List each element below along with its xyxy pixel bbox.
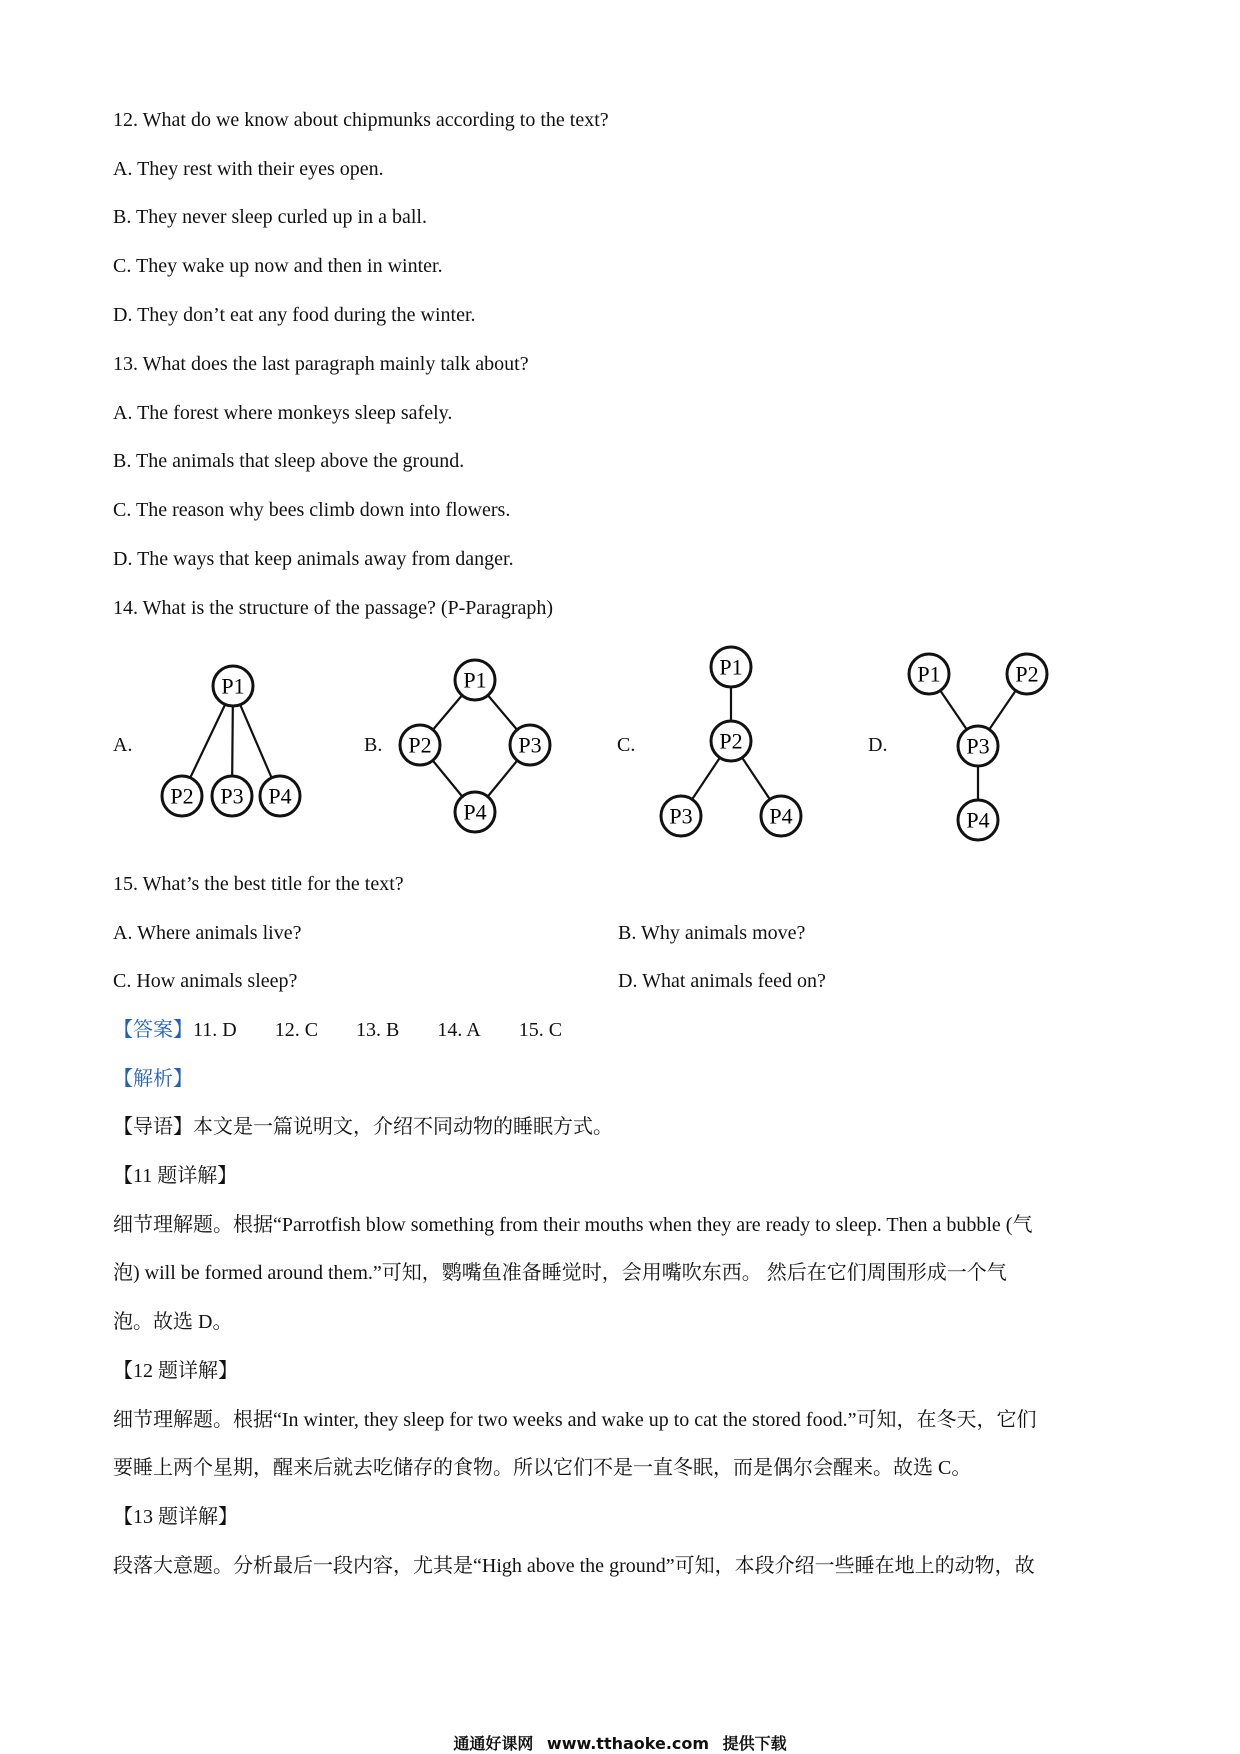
structure-diagram-c	[660, 640, 840, 855]
detail-12-line: 要睡上两个星期，醒来后就去吃储存的食物。所以它们不是一直冬眠，而是偶尔会醒来。故选 C。	[113, 1457, 972, 1479]
q14-label-d: D.	[868, 734, 888, 756]
structure-diagram-d	[905, 650, 1085, 855]
svg-text:P3: P3	[220, 783, 244, 809]
node-p2	[162, 776, 202, 816]
q12-option-d: D. They don’t eat any food during the winter.	[113, 304, 476, 326]
node-p1	[455, 660, 495, 700]
detail-12-heading: 【12 题详解】	[113, 1360, 238, 1382]
q13-option-c: C. The reason why bees climb down into flowers.	[113, 499, 511, 521]
answer-item: 12. C	[274, 1019, 319, 1041]
answer-key	[113, 1017, 562, 1043]
detail-11-line: 泡) will be formed around them.”可知，鹦嘴鱼准备睡觉时，会用嘴吹东西。 然后在它们周围形成一个气	[113, 1262, 1007, 1284]
answer-label: 【答案】	[113, 1019, 193, 1041]
q14-label-c: C.	[617, 734, 636, 756]
node-p2	[400, 725, 440, 765]
node-p3	[212, 776, 252, 816]
svg-text:P4: P4	[966, 807, 990, 833]
page-footer	[0, 1731, 1240, 1754]
answer-item: 15. C	[518, 1019, 563, 1041]
question-12: 12. What do we know about chipmunks according to the text?	[113, 109, 609, 131]
footer-note: 提供下载	[722, 1734, 787, 1753]
q13-option-d: D. The ways that keep animals away from danger.	[113, 548, 514, 570]
node-p4	[260, 776, 300, 816]
structure-diagram-b	[395, 650, 575, 845]
node-p3	[510, 725, 550, 765]
q13-option-b: B. The animals that sleep above the ground.	[113, 450, 465, 472]
svg-text:P1: P1	[221, 673, 245, 699]
node-p4	[958, 800, 998, 840]
detail-13-heading: 【13 题详解】	[113, 1506, 238, 1528]
detail-13-line: 段落大意题。分析最后一段内容，尤其是“High above the ground”可知，本段介绍一些睡在地上的动物，故	[113, 1555, 1035, 1577]
q14-label-a: A.	[113, 734, 133, 756]
svg-text:P2: P2	[170, 783, 194, 809]
svg-text:P4: P4	[463, 799, 487, 825]
node-p2	[1007, 654, 1047, 694]
detail-11-heading: 【11 题详解】	[113, 1165, 238, 1187]
node-p2	[711, 721, 751, 761]
question-15: 15. What’s the best title for the text?	[113, 873, 404, 895]
q12-option-b: B. They never sleep curled up in a ball.	[113, 206, 427, 228]
q12-option-a: A. They rest with their eyes open.	[113, 158, 384, 180]
svg-text:P4: P4	[769, 803, 793, 829]
detail-11-line: 细节理解题。根据“Parrotfish blow something from their mouths when they are ready to sleep. Then a bubble (气	[113, 1214, 1033, 1236]
q15-option-d: D. What animals feed on?	[618, 970, 826, 992]
svg-text:P3: P3	[966, 733, 990, 759]
node-p1	[909, 654, 949, 694]
q12-option-c: C. They wake up now and then in winter.	[113, 255, 443, 277]
svg-text:P2: P2	[408, 732, 432, 758]
q14-label-b: B.	[364, 734, 383, 756]
svg-text:P1: P1	[917, 661, 941, 687]
node-p4	[761, 796, 801, 836]
intro-text: 【导语】本文是一篇说明文，介绍不同动物的睡眠方式。	[113, 1116, 613, 1138]
svg-text:P4: P4	[268, 783, 292, 809]
node-p3	[958, 726, 998, 766]
svg-text:P2: P2	[719, 728, 743, 754]
answer-item: 13. B	[356, 1019, 400, 1041]
analysis-label: 【解析】	[113, 1068, 193, 1090]
structure-diagram-a	[150, 650, 320, 835]
svg-text:P1: P1	[719, 654, 743, 680]
q15-option-b: B. Why animals move?	[618, 922, 806, 944]
detail-12-line: 细节理解题。根据“In winter, they sleep for two weeks and wake up to cat the stored food.”可知，在冬天，它们	[113, 1409, 1037, 1431]
footer-url[interactable]: www.tthaoke.com	[546, 1734, 710, 1753]
svg-text:P1: P1	[463, 667, 487, 693]
svg-text:P2: P2	[1015, 661, 1039, 687]
q15-option-c: C. How animals sleep?	[113, 970, 298, 992]
answer-item: 11. D	[193, 1019, 237, 1041]
node-p3	[661, 796, 701, 836]
question-14: 14. What is the structure of the passage? (P-Paragraph)	[113, 597, 554, 619]
question-13: 13. What does the last paragraph mainly talk about?	[113, 353, 529, 375]
q13-option-a: A. The forest where monkeys sleep safely.	[113, 402, 453, 424]
footer-site: 通通好课网	[453, 1734, 534, 1753]
svg-text:P3: P3	[518, 732, 542, 758]
node-p1	[711, 647, 751, 687]
node-p1	[213, 666, 253, 706]
svg-text:P3: P3	[669, 803, 693, 829]
node-p4	[455, 792, 495, 832]
q15-option-a: A. Where animals live?	[113, 922, 302, 944]
answer-item: 14. A	[437, 1019, 481, 1041]
detail-11-line: 泡。故选 D。	[113, 1311, 233, 1333]
